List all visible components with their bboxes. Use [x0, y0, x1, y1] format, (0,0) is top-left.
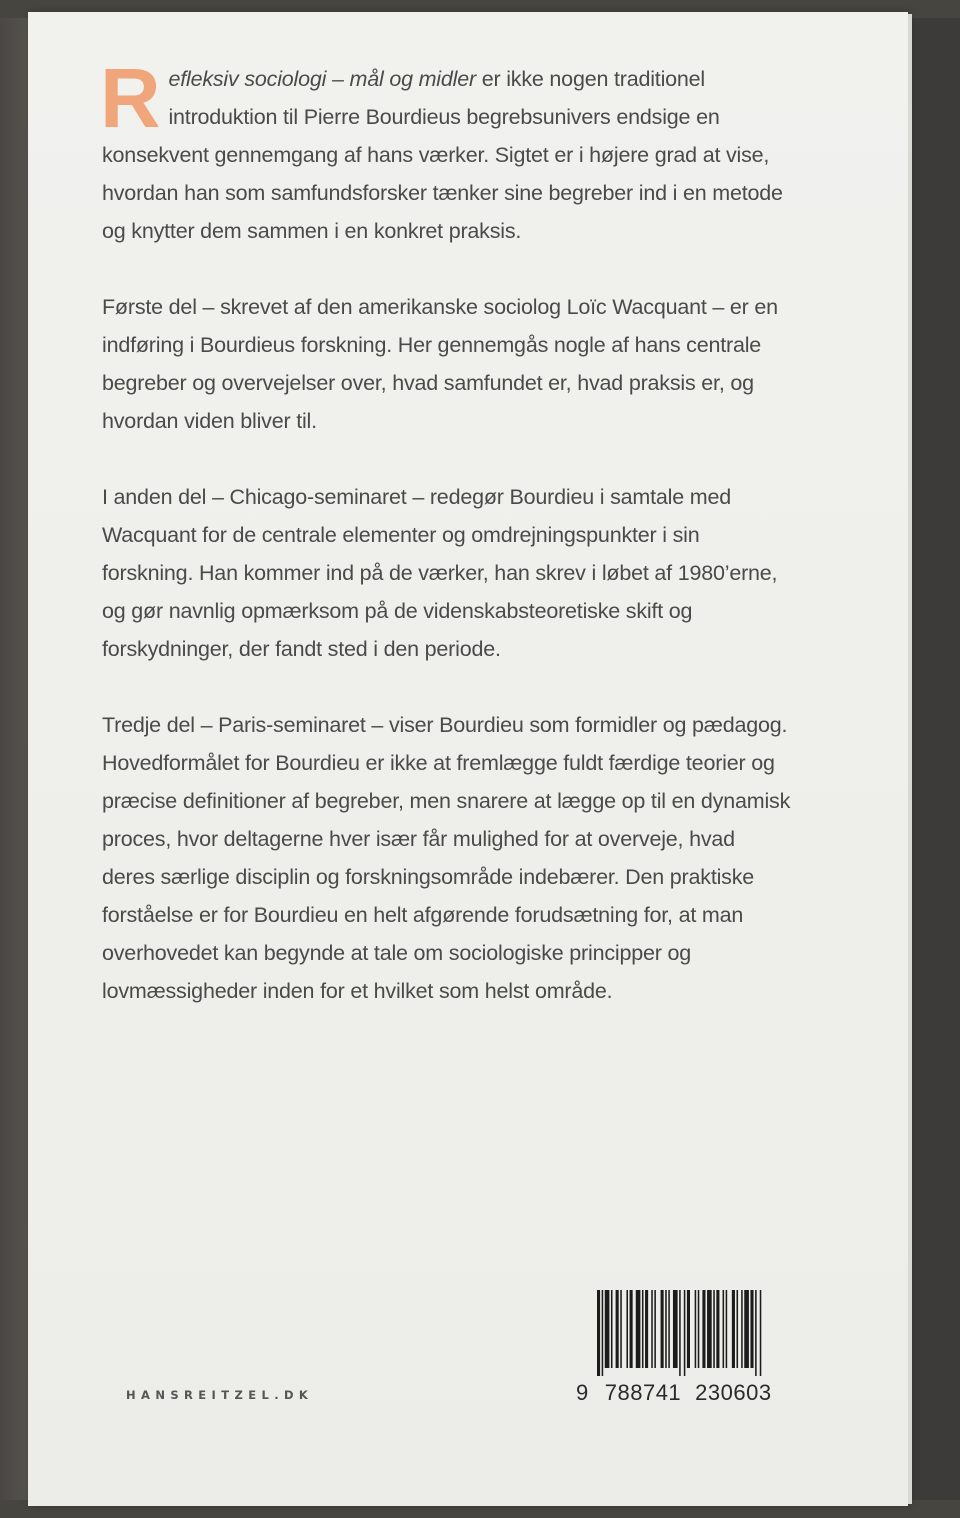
barcode-bar: [636, 1290, 641, 1368]
barcode-bar: [661, 1290, 664, 1368]
barcode-bar: [620, 1290, 622, 1368]
cover-page-edge: [908, 14, 912, 1504]
barcode-bar: [626, 1290, 628, 1368]
barcode-bar: [713, 1290, 715, 1368]
barcode-bar: [726, 1290, 728, 1368]
barcode-bar: [668, 1290, 670, 1368]
barcode-bars: [597, 1290, 781, 1376]
barcode-bar: [665, 1290, 667, 1368]
blurb-paragraph-4: Tredje del – Paris-seminaret – viser Bourdieu som formidler og pædagog. Hovedformålet for Bourdieu er ikke at fremlægge fuldt færdige teorier og præcise definitioner af begreber, men snarere at lægge op til en dynamisk proces, hvor deltagerne hver især får mulighed for at overveje, hvad deres særlige disciplin og forskningsområde indebærer. Den praktiske forståelse er for Bourdieu en helt afgørende forudsætning for, at man overhovedet kan begynde at tale om sociologiske principper og lovmæssigheder inden for et hvilket som helst område.: [102, 713, 791, 1003]
barcode-bar: [645, 1290, 648, 1368]
barcode-bar: [605, 1290, 610, 1368]
barcode-bar: [616, 1290, 619, 1368]
barcode-bar: [695, 1290, 697, 1368]
barcode-bar: [630, 1290, 633, 1368]
barcode-bar: [687, 1290, 690, 1368]
publisher-url: HANSREITZEL.DK: [126, 1388, 314, 1402]
barcode-bar: [642, 1290, 644, 1368]
barcode-bar: [673, 1290, 678, 1368]
drop-cap-letter: R: [100, 51, 161, 145]
isbn-number: [576, 1380, 786, 1406]
barcode-bar: [737, 1290, 739, 1368]
blurb-paragraph-1: [100, 51, 792, 250]
barcode-bar: [684, 1290, 686, 1376]
isbn-barcode: [597, 1290, 781, 1376]
barcode-bar: [750, 1290, 753, 1368]
barcode-bar: [755, 1290, 757, 1376]
barcode-bar: [732, 1290, 735, 1368]
blurb-paragraph-3: I anden del – Chicago-seminaret – redegør Bourdieu i samtale med Wacquant for de centrale elementer og omdrejningspunkter i sin forskning. Han kommer ind på de værker, han skrev i løbet af 1980’erne, og gør navnlig opmærksom på de videnskabsteoretiske skift og forskydninger, der fandt sted i den periode.: [102, 485, 778, 661]
barcode-bar: [611, 1290, 613, 1368]
barcode-bar: [702, 1290, 705, 1368]
barcode-bar: [698, 1290, 700, 1368]
barcode-bar: [679, 1290, 681, 1376]
isbn-left-group: 788741: [604, 1380, 682, 1405]
barcode-bar: [760, 1290, 762, 1376]
barcode-bar: [651, 1290, 653, 1368]
blurb-paragraph-1-text: er ikke nogen traditionel introduktion til Pierre Bourdieus begrebsunivers endsige en konsekvent gennemgang af hans værker. Sigtet er i højere grad at vise, hvordan han som samfundsforsker tænker sine begreber ind i en metode og knytter dem sammen i en konkret praksis.: [102, 67, 783, 243]
barcode-bar: [707, 1290, 712, 1368]
barcode-bar: [654, 1290, 656, 1368]
barcode-bar: [602, 1290, 604, 1376]
isbn-right-group: 230603: [695, 1380, 772, 1405]
blurb-paragraph-2: Første del – skrevet af den amerikanske sociolog Loïc Wacquant – er en indføring i Bourdieus forskning. Her gennemgås nogle af hans centrale begreber og overvejelser over, hvad samfundet er, hvad praksis er, og hvordan viden bliver til.: [102, 295, 778, 433]
barcode-bar: [597, 1290, 600, 1376]
barcode-bar: [744, 1290, 749, 1368]
barcode-bar: [723, 1290, 725, 1368]
book-title-italic: efleksiv sociologi – mål og midler: [168, 67, 476, 91]
barcode-bar: [741, 1290, 743, 1368]
barcode-bar: [716, 1290, 719, 1368]
blurb-text: [100, 51, 792, 1048]
isbn-first-digit: 9: [576, 1380, 589, 1405]
